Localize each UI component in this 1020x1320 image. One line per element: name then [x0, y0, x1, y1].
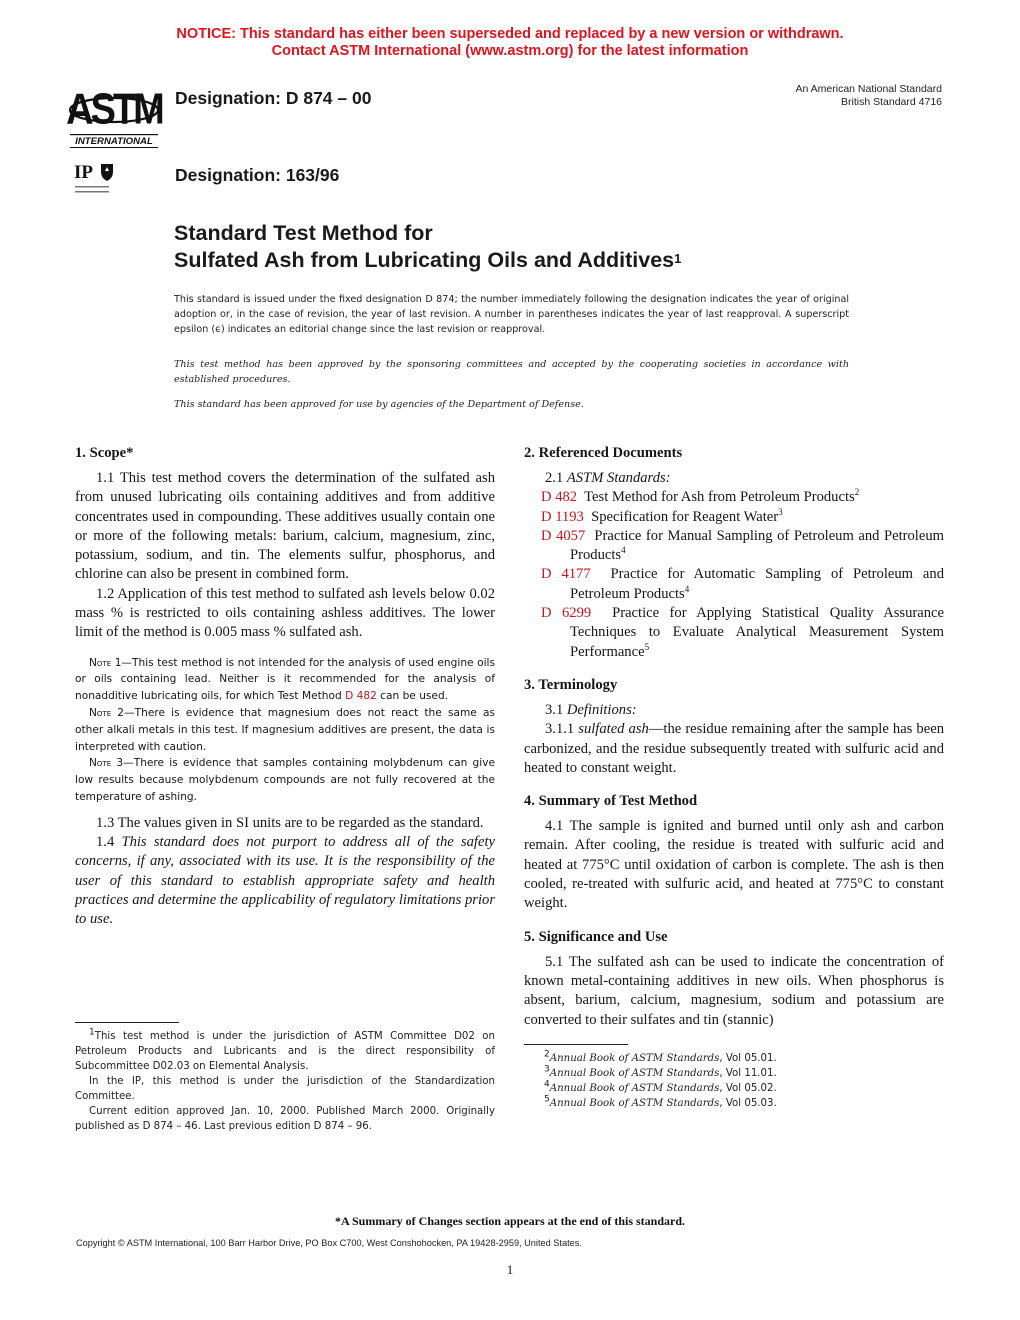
dod-note: This standard has been approved for use by agencies of the Department of Defense. — [174, 399, 584, 410]
footnote-1: $^1$This test method is under the jurisdiction of ASTM Committee D02 on Petroleum Products and Lubricants and is the direct responsibility of Subcommittee D02.03 on Elemental Analysis. — [75, 1027, 495, 1072]
note-3: Note 3—There is evidence that samples containing molybdenum can give low results because molybdenum compounds are not fully recovered at the temperature of ashing. — [75, 757, 495, 804]
copyright-line: Copyright © ASTM International, 100 Barr Harbor Drive, PO Box C700, West Conshohocken, PA 19428-2959, United States. — [76, 1238, 582, 1248]
ref-link[interactable]: D 4177 — [541, 566, 591, 583]
ref-link[interactable]: D 6299 — [541, 605, 592, 622]
ip-shield-icon — [74, 160, 120, 200]
para-1-3: 1.3 The values given in SI units are to be regarded as the standard. — [96, 814, 484, 831]
para-4-1: 4.1 The sample is ignited and burned until only ash and carbon remain. After cooling, the residue is treated with sulfuric acid and heated at 775°C until oxidation of carbon is complete. The ash is then cooled, re-treated with sulfuric acid, and heated at 775°C to constant weight. — [524, 818, 944, 912]
national-standard-labels — [795, 83, 942, 109]
astm-standards-label: 2.1 ASTM Standards: — [545, 470, 671, 486]
right-column — [524, 444, 944, 1030]
astm-designation: Designation: D 874 – 00 — [175, 88, 372, 108]
footnote-5: $^5$Annual Book of ASTM Standards, Vol 05.03. — [544, 1094, 777, 1109]
title-line-1: Standard Test Method for — [174, 221, 433, 245]
para-1-4: 1.4 This standard does not purport to address all of the safety concerns, if any, associated with its use. It is the responsibility of the user of this standard to establish appropriate safety and health practices and determine the applicability of regulatory limitations prior to use. — [75, 834, 495, 928]
approval-note: This test method has been approved by the sponsoring committees and accepted by the cooperating societies in accordance with established procedures. — [174, 359, 849, 385]
footnote-4: $^4$Annual Book of ASTM Standards, Vol 05.02. — [544, 1079, 777, 1094]
footnote-rule — [75, 1022, 179, 1023]
ref-item: D 4057 Practice for Manual Sampling of Petroleum and Petroleum Products$^4$ — [541, 527, 944, 564]
section-1-heading: 1. Scope* — [75, 445, 134, 461]
document-title — [174, 220, 681, 274]
link-d482[interactable]: D 482 — [345, 690, 377, 703]
definitions-label: 3.1 Definitions: — [545, 701, 637, 718]
svg-text:INTERNATIONAL: INTERNATIONAL — [75, 136, 153, 147]
ip-designation: Designation: 163/96 — [175, 165, 340, 185]
left-footnotes — [75, 1022, 495, 1134]
astm-logo-icon — [64, 80, 164, 150]
para-1-2: 1.2 Application of this test method to sulfated ash levels below 0.02 mass % is restricted to oils containing ashless additives. The lower limit of the method is 0.005 mass % sulfated ash. — [75, 585, 495, 641]
footnote-3: $^3$Annual Book of ASTM Standards, Vol 11.01. — [544, 1064, 777, 1079]
right-footnotes — [524, 1044, 944, 1111]
ref-link[interactable]: D 482 — [541, 489, 578, 506]
ref-item: D 4177 Practice for Automatic Sampling of Petroleum and Petroleum Products$^4$ — [541, 566, 944, 602]
para-1-1: 1.1 This test method covers the determination of the sulfated ash from unused lubricating oils containing additives and from additive concentrates used in compounding. These additives usually contain one or more of the following metals: barium, calcium, magnesium, zinc, potassium, sodium, and tin. The elements sulfur, phosphorus, and chlorine can also be present in combined form. — [75, 470, 495, 583]
ref-link[interactable]: D 4057 — [541, 527, 586, 544]
ip-logo — [74, 160, 120, 200]
para-5-1: 5.1 The sulfated ash can be used to indicate the concentration of known metal-containing additives in new oils. When phosphorus is absent, barium, calcium, magnesium, sodium and potassium are converted to their sulfates and tin (stannic) — [524, 953, 944, 1028]
note-2: Note 2—There is evidence that magnesium does not react the same as other alkali metals in this test. If magnesium additives are present, the data is interpreted with caution. — [75, 707, 496, 753]
svg-text:ASTM: ASTM — [66, 84, 162, 134]
section-2-heading: 2. Referenced Documents — [524, 445, 683, 461]
ref-link[interactable]: D 1193 — [541, 508, 584, 525]
ref-item: D 482 Test Method for Ash from Petroleum Products$^2$ — [541, 487, 860, 506]
section-4-heading: 4. Summary of Test Method — [524, 793, 698, 810]
withdrawn-notice — [0, 26, 1020, 60]
note-1: Note 1—This test method is not intended for the analysis of used engine oils or oils containing lead. Neither is it recommended for the analysis of nonadditive lubricating oils, for which Test Method D 482 can be used. — [75, 656, 495, 703]
footnote-1-ip: In the IP, this method is under the jurisdiction of the Standardization Committee. — [75, 1076, 495, 1102]
british-standard: British Standard 4716 — [841, 96, 942, 108]
notice-line-2: Contact ASTM International (www.astm.org) for the latest information — [271, 43, 749, 59]
ref-item: D 6299 Practice for Applying Statistical Quality Assurance Techniques to Evaluate Analytical Measurement System Performance$^5$ — [541, 605, 944, 660]
section-5-heading: 5. Significance and Use — [524, 928, 668, 945]
footnote-1-edition: Current edition approved Jan. 10, 2000. Published March 2000. Originally published as D 874 – 46. Last previous edition D 874 – 96. — [75, 1106, 495, 1132]
summary-of-changes-note: *A Summary of Changes section appears at the end of this standard. — [334, 1214, 686, 1228]
left-column — [75, 444, 495, 930]
definition-sulfated-ash: 3.1.1 sulfated ash—the residue remaining after the sample has been carbonized, and the residue subsequently treated with sulfuric acid and heated to constant weight. — [524, 721, 944, 776]
notice-line-1: NOTICE: This standard has either been superseded and replaced by a new version or withdrawn. — [176, 26, 844, 42]
svg-text:IP: IP — [74, 162, 93, 183]
footnote-rule — [524, 1044, 628, 1045]
ref-item: D 1193 Specification for Reagent Water$^3$ — [541, 506, 783, 525]
footnote-2: $^2$Annual Book of ASTM Standards, Vol 05.01. — [544, 1049, 777, 1064]
issuance-note: This standard is issued under the fixed designation D 874; the number immediately following the designation indicates the year of original adoption or, in the case of revision, the year of last revision. A number in parentheses indicates the year of last reapproval. A superscript epsilon (ϵ) indicates an editorial change since the last revision or reapproval. — [174, 294, 849, 335]
american-national-standard: An American National Standard — [795, 83, 942, 95]
title-footnote-mark[interactable]: 1 — [674, 251, 682, 266]
astm-international-logo — [64, 80, 164, 150]
title-line-2: Sulfated Ash from Lubricating Oils and Additives$^1$ — [174, 248, 682, 272]
page-number: 1 — [506, 1262, 514, 1277]
referenced-documents-list — [524, 488, 944, 662]
section-3-heading: 3. Terminology — [524, 676, 618, 693]
